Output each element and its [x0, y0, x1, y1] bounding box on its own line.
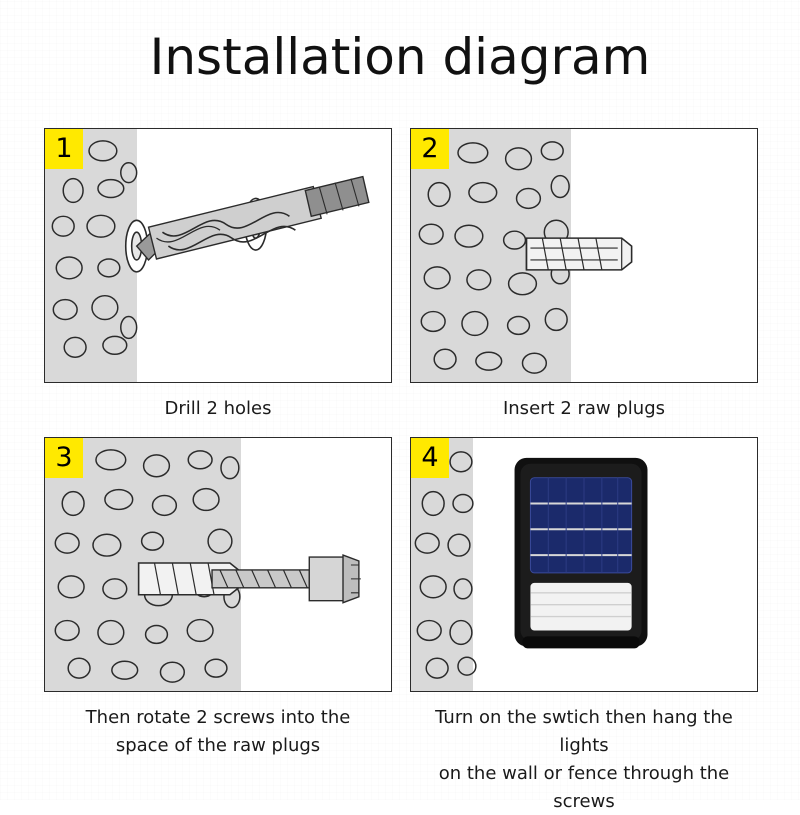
caption-line: space of the raw plugs — [115, 734, 321, 756]
step-card-2 — [410, 128, 758, 423]
step-card-3 — [44, 437, 392, 815]
page-title: Installation diagram — [149, 28, 651, 86]
wall-stones — [415, 452, 476, 678]
caption-line: on the wall or fence through the screws — [438, 762, 730, 812]
step-caption-3 — [44, 692, 392, 760]
step-illustration-2 — [410, 128, 758, 383]
drill-illustration — [45, 129, 391, 382]
step-illustration-4 — [410, 437, 758, 692]
wall-plug — [526, 238, 631, 270]
raw-plug-illustration — [411, 129, 757, 382]
step-caption-2 — [410, 383, 758, 423]
caption-line: Drill 2 holes — [164, 398, 272, 419]
wall-stones — [52, 141, 136, 357]
step-badge-2: 2 — [411, 129, 449, 169]
solar-light-illustration — [411, 438, 757, 691]
step-badge-1: 1 — [45, 129, 83, 169]
step-card-1 — [44, 128, 392, 423]
step-caption-4 — [410, 692, 758, 815]
screw — [212, 555, 361, 603]
step-illustration-1 — [44, 128, 392, 383]
solar-light-device — [515, 458, 648, 648]
step-badge-3: 3 — [45, 438, 83, 478]
caption-line: Then rotate 2 screws into the — [85, 706, 351, 728]
caption-line: Turn on the swtich then hang the lights — [435, 706, 733, 756]
screw-illustration — [45, 438, 391, 691]
step-badge-4: 4 — [411, 438, 449, 478]
steps-grid — [44, 128, 758, 815]
step-card-4 — [410, 437, 758, 815]
step-illustration-3 — [44, 437, 392, 692]
step-caption-1 — [44, 383, 392, 423]
caption-line: Insert 2 raw plugs — [502, 398, 666, 419]
